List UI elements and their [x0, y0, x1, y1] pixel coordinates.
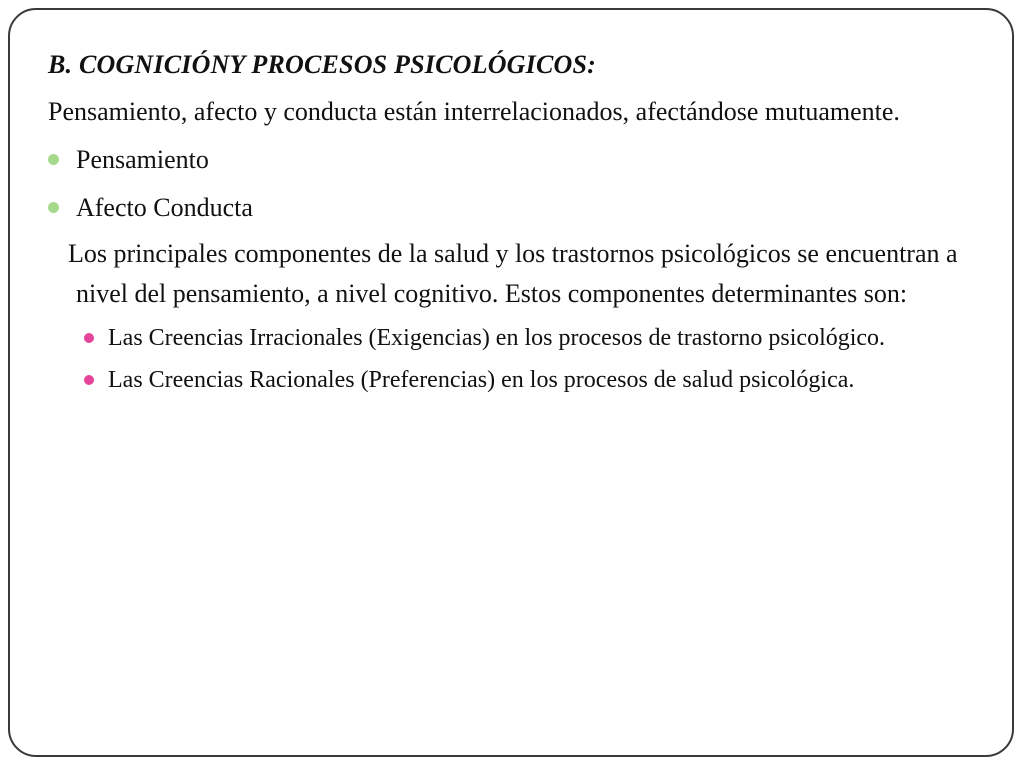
pink-bullet-icon — [84, 375, 94, 385]
bullet-label: Afecto Conducta — [76, 193, 253, 222]
pink-bullet-icon — [84, 333, 94, 343]
sub-bullet-irracionales — [48, 320, 968, 356]
slide-content — [48, 48, 968, 404]
green-bullet-icon — [48, 154, 59, 165]
sub-bullet-racionales — [48, 362, 968, 398]
sub-bullet-label: Las Creencias Racionales (Preferencias) en los procesos de salud psicológica. — [108, 367, 855, 393]
bullet-item-afecto-conducta — [48, 188, 968, 228]
slide-heading: B. COGNICIÓNY PROCESOS PSICOLÓGICOS: — [48, 50, 597, 79]
bullet-label: Pensamiento — [76, 145, 209, 174]
green-bullet-icon — [48, 202, 59, 213]
bullet-item-pensamiento — [48, 140, 968, 180]
intro-paragraph: Pensamiento, afecto y conducta están interrelacionados, afectándose mutuamente. — [48, 97, 900, 126]
sub-bullet-label: Las Creencias Irracionales (Exigencias) en los procesos de trastorno psicológico. — [108, 325, 886, 351]
components-paragraph: Los principales componentes de la salud y los trastornos psicológicos se encuentran a nivel del pensamiento, a nivel cognitivo. Estos componentes determinantes son: — [68, 239, 958, 308]
